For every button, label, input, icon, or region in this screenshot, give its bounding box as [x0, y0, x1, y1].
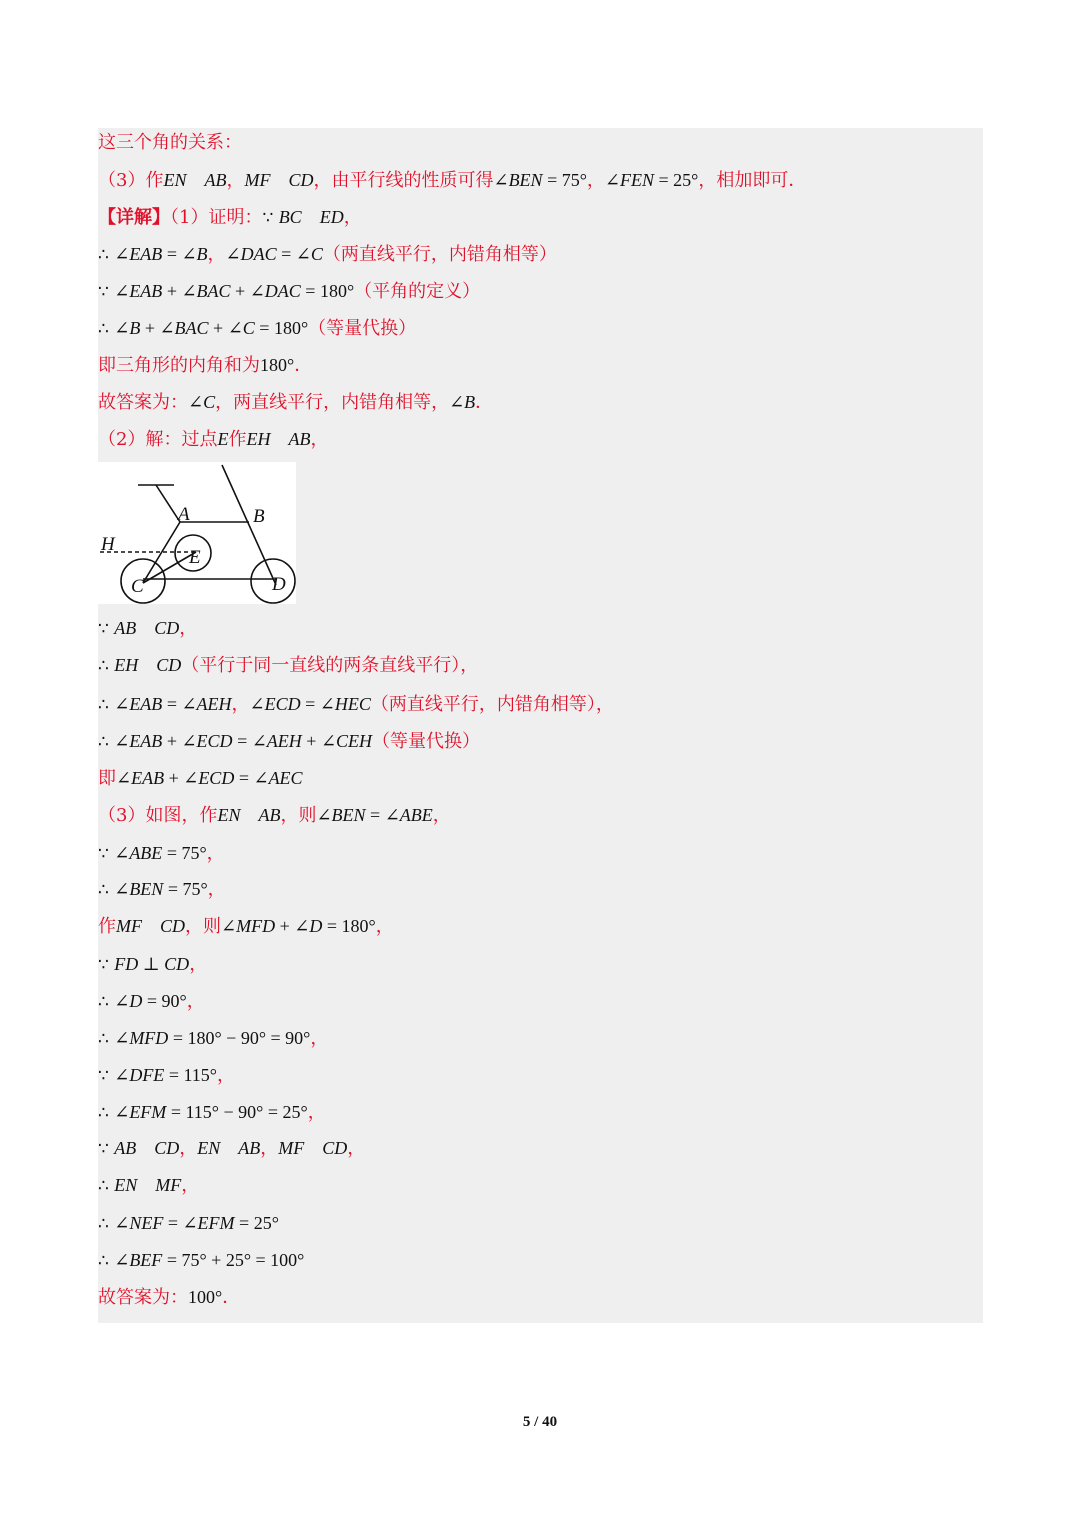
solution-line	[98, 202, 362, 232]
line-segment	[304, 1138, 322, 1158]
line-segment: EN	[114, 1175, 138, 1195]
line-segment: 180°	[260, 355, 295, 375]
line-segment: ∴	[98, 992, 115, 1012]
line-segment: ．	[475, 392, 494, 413]
line-segment: ∠BAC	[181, 281, 231, 301]
line-segment: （平角的定义）	[354, 281, 481, 302]
line-segment: ∠ECD	[183, 768, 235, 788]
line-segment: ∠EAB	[114, 731, 163, 751]
line-segment: （两直线平行，内错角相等）	[322, 244, 557, 265]
geometry-figure	[98, 462, 296, 604]
line-segment: ，	[432, 805, 451, 826]
line-segment: ∴	[98, 1029, 115, 1049]
line-segment: ∠B	[449, 392, 476, 412]
line-segment: 即三角形的内角和为	[98, 355, 260, 376]
line-segment: = 25°	[654, 170, 699, 190]
label-d: D	[272, 574, 286, 595]
line-segment: ，两直线平行，内错角相等，	[215, 392, 450, 413]
solution-line	[98, 1023, 328, 1053]
line-segment: 作	[98, 916, 116, 937]
line-segment: =	[162, 244, 182, 264]
line-segment: （两直线平行，内错角相等），	[370, 694, 614, 715]
solution-line	[98, 387, 493, 417]
line-segment: EN	[217, 805, 241, 825]
solution-content	[98, 128, 983, 1323]
line-segment: AB	[114, 1138, 137, 1158]
solution-line	[98, 165, 806, 195]
line-segment: AB	[204, 170, 227, 190]
solution-line	[98, 1170, 199, 1200]
line-segment: ∵	[262, 208, 279, 228]
line-segment: ∠D	[114, 991, 143, 1011]
line-segment: +	[230, 281, 250, 301]
line-segment: = 75°	[162, 843, 207, 863]
solution-line	[98, 350, 312, 380]
line-segment: CD	[322, 1138, 348, 1158]
line-segment: ∴	[98, 1103, 115, 1123]
line-segment: ∵	[98, 1139, 115, 1159]
line-segment: AB	[258, 805, 281, 825]
solution-line	[98, 313, 416, 343]
line-segment: +	[301, 731, 321, 751]
line-segment: （3）如图，作	[98, 805, 218, 826]
line-segment: EH	[114, 655, 139, 675]
line-segment: AB	[238, 1138, 261, 1158]
line-segment: ∠ABE	[114, 843, 163, 863]
line-segment	[138, 655, 156, 675]
line-segment: ∵	[98, 955, 115, 975]
line-segment: ∠NEF	[114, 1213, 164, 1233]
line-segment: ∠CEH	[320, 731, 373, 751]
line-segment: +	[164, 768, 184, 788]
line-segment: ∠EFM	[182, 1213, 235, 1233]
line-segment	[142, 916, 160, 936]
line-segment: = 180° − 90° = 90°	[168, 1028, 311, 1048]
solution-line	[98, 424, 328, 454]
solution-line	[98, 949, 207, 979]
solution-line	[98, 1208, 279, 1238]
solution-line	[98, 1282, 240, 1312]
line-segment: ∠AEH	[181, 694, 232, 714]
line-segment: = 75° + 25° = 100°	[162, 1250, 305, 1270]
line-segment: 故答案为：	[98, 392, 188, 413]
line-segment: ，	[347, 1138, 366, 1159]
line-segment: = 90°	[142, 991, 187, 1011]
line-segment: =	[163, 1213, 183, 1233]
line-segment: ∠ECD	[249, 694, 301, 714]
solution-line	[98, 128, 242, 158]
line-segment: ∠B	[114, 318, 141, 338]
line-segment: ，	[179, 618, 198, 639]
line-segment: ∴	[98, 1251, 115, 1271]
line-segment: ∠DAC	[249, 281, 301, 301]
line-segment: ，	[206, 843, 225, 864]
line-segment: （等量代换）	[372, 731, 481, 752]
page-number: 5 / 40	[522, 1414, 558, 1430]
solution-line	[98, 276, 480, 306]
solution-line	[98, 726, 480, 756]
line-segment: ∠AEC	[253, 768, 303, 788]
line-segment: CD	[160, 916, 186, 936]
line-segment: ∠C	[188, 392, 216, 412]
line-segment: ∴	[98, 880, 115, 900]
line-segment: E	[217, 429, 229, 449]
line-segment: ∠D	[294, 916, 323, 936]
line-segment: ∠ECD	[181, 731, 233, 751]
line-segment	[302, 207, 320, 227]
line-segment: ∴	[98, 1214, 115, 1234]
line-segment: 这三个角的关系：	[98, 132, 242, 153]
line-segment: ，	[343, 207, 362, 228]
line-segment: 作	[228, 429, 247, 450]
solution-line	[98, 1097, 326, 1127]
solution-line	[98, 986, 205, 1016]
line-segment: CD	[154, 618, 180, 638]
line-segment: +	[275, 916, 295, 936]
line-segment: ∠MFD	[221, 916, 276, 936]
line-segment: ，	[186, 991, 205, 1012]
line-segment: MF	[155, 1175, 182, 1195]
line-segment: ∠BAC	[159, 318, 209, 338]
seat-post-line	[156, 485, 180, 522]
line-segment: ∠C	[227, 318, 255, 338]
line-segment	[270, 170, 288, 190]
line-segment: = 75°	[542, 170, 587, 190]
line-segment	[186, 170, 204, 190]
line-segment: = 180°	[322, 916, 376, 936]
line-segment: ∵	[98, 844, 115, 864]
line-segment: EN	[197, 1138, 221, 1158]
line-segment	[270, 429, 288, 449]
line-segment: ，	[586, 170, 605, 191]
line-segment: 即	[98, 768, 116, 789]
line-segment: = 25°	[234, 1213, 279, 1233]
line-segment: =	[300, 694, 320, 714]
line-segment: = 115° − 90° = 25°	[166, 1102, 308, 1122]
line-segment: ∴	[98, 319, 115, 339]
line-segment: 故答案为：	[98, 1287, 188, 1308]
line-segment: （等量代换）	[308, 318, 417, 339]
line-segment: ，	[179, 1138, 198, 1159]
line-segment: ∠BEN	[316, 805, 366, 825]
line-segment: ∵	[98, 282, 115, 302]
line-segment: 【详解】	[98, 207, 170, 228]
line-segment: （3）作	[98, 170, 164, 191]
line-segment: ∠MFD	[114, 1028, 169, 1048]
line-segment: ∠EAB	[114, 694, 163, 714]
line-segment: ∴	[98, 732, 115, 752]
solution-line	[98, 689, 614, 719]
solution-line	[98, 763, 303, 793]
line-segment: ∴	[98, 245, 115, 265]
line-segment: ，则	[280, 805, 317, 826]
solution-line	[98, 874, 226, 904]
line-segment: MF	[244, 170, 271, 190]
line-segment: +	[208, 318, 228, 338]
line-segment: ∵	[98, 619, 115, 639]
line-segment: =	[365, 805, 385, 825]
line-segment: （平行于同一直线的两条直线平行），	[181, 655, 479, 676]
line-segment: FD	[114, 954, 139, 974]
line-segment: +	[162, 731, 182, 751]
line-segment: MF	[278, 1138, 305, 1158]
line-segment: CD	[156, 655, 182, 675]
solution-line	[98, 1133, 365, 1163]
solution-line	[98, 613, 197, 643]
line-segment: ∵	[98, 1066, 115, 1086]
line-segment: ，	[310, 1028, 329, 1049]
line-segment: = 115°	[164, 1065, 217, 1085]
line-segment: = 180°	[300, 281, 355, 301]
line-segment: （1）证明：	[170, 207, 263, 228]
line-segment: ∴	[98, 695, 115, 715]
solution-line	[98, 1245, 304, 1275]
line-segment: +	[140, 318, 160, 338]
line-segment: ∠BEN	[114, 879, 164, 899]
solution-line	[98, 1060, 235, 1090]
line-segment: ，	[231, 694, 250, 715]
line-segment: CD	[154, 1138, 180, 1158]
line-segment: =	[162, 694, 182, 714]
line-segment: = 75°	[163, 879, 208, 899]
line-segment: ∠C	[295, 244, 323, 264]
line-segment: ∠EAB	[114, 244, 163, 264]
bicycle-diagram	[98, 462, 296, 604]
line-segment: （2）解：过点	[98, 429, 218, 450]
line-segment: ED	[319, 207, 344, 227]
line-segment: CD	[288, 170, 314, 190]
solution-line	[98, 838, 225, 868]
line-segment: ∠EAB	[116, 768, 165, 788]
line-segment: ．	[222, 1287, 241, 1308]
line-segment: AB	[288, 429, 311, 449]
fork-line	[222, 465, 276, 585]
line-segment: ．	[294, 355, 313, 376]
solution-line	[98, 239, 557, 269]
line-segment: BC	[278, 207, 302, 227]
line-segment: ∠AEH	[251, 731, 302, 751]
line-segment	[137, 1175, 155, 1195]
solution-line	[98, 800, 451, 830]
line-segment: MF	[116, 916, 142, 936]
line-segment: ∠EAB	[114, 281, 163, 301]
label-h: H	[101, 534, 115, 555]
line-segment: ∴	[98, 1176, 115, 1196]
line-segment: ，相加即可．	[698, 170, 807, 191]
label-b: B	[253, 506, 265, 527]
line-segment: =	[276, 244, 296, 264]
label-a: A	[178, 504, 190, 525]
line-segment: = 180°	[254, 318, 309, 338]
line-segment: ，	[226, 170, 245, 191]
line-segment	[220, 1138, 238, 1158]
line-segment: ，	[307, 1102, 326, 1123]
line-segment: ，	[375, 916, 394, 937]
line-segment: ⊥	[138, 954, 165, 974]
line-segment	[136, 618, 154, 638]
solution-line	[98, 650, 478, 680]
line-segment: ∠EFM	[114, 1102, 167, 1122]
line-segment: ，	[260, 1138, 279, 1159]
line-segment: ∠BEF	[114, 1250, 163, 1270]
line-segment: ，	[207, 244, 226, 265]
line-segment: ，则	[185, 916, 222, 937]
label-c: C	[131, 576, 144, 597]
label-e: E	[189, 547, 201, 568]
line-segment: AB	[114, 618, 137, 638]
line-segment: ，	[207, 879, 226, 900]
line-segment	[240, 805, 258, 825]
solution-line	[98, 911, 394, 941]
line-segment: 100°	[188, 1287, 223, 1307]
line-segment: ∠ABE	[384, 805, 433, 825]
line-segment: =	[232, 731, 252, 751]
line-segment: ∠FEN	[604, 170, 654, 190]
line-segment: EN	[163, 170, 187, 190]
line-segment: EH	[246, 429, 271, 449]
line-segment: ，由平行线的性质可得	[313, 170, 494, 191]
line-segment: ∴	[98, 656, 115, 676]
line-segment: CD	[164, 954, 190, 974]
line-segment: ，	[189, 954, 208, 975]
line-segment: ∠HEC	[319, 694, 371, 714]
line-segment: =	[234, 768, 254, 788]
line-segment: +	[162, 281, 182, 301]
line-segment: ∠DAC	[225, 244, 277, 264]
line-segment: ，	[181, 1175, 200, 1196]
line-segment: ，	[310, 429, 329, 450]
line-segment: ∠BEN	[493, 170, 543, 190]
line-segment	[136, 1138, 154, 1158]
line-segment: ∠DFE	[114, 1065, 165, 1085]
line-segment: ，	[217, 1065, 235, 1086]
line-segment: ∠B	[181, 244, 208, 264]
